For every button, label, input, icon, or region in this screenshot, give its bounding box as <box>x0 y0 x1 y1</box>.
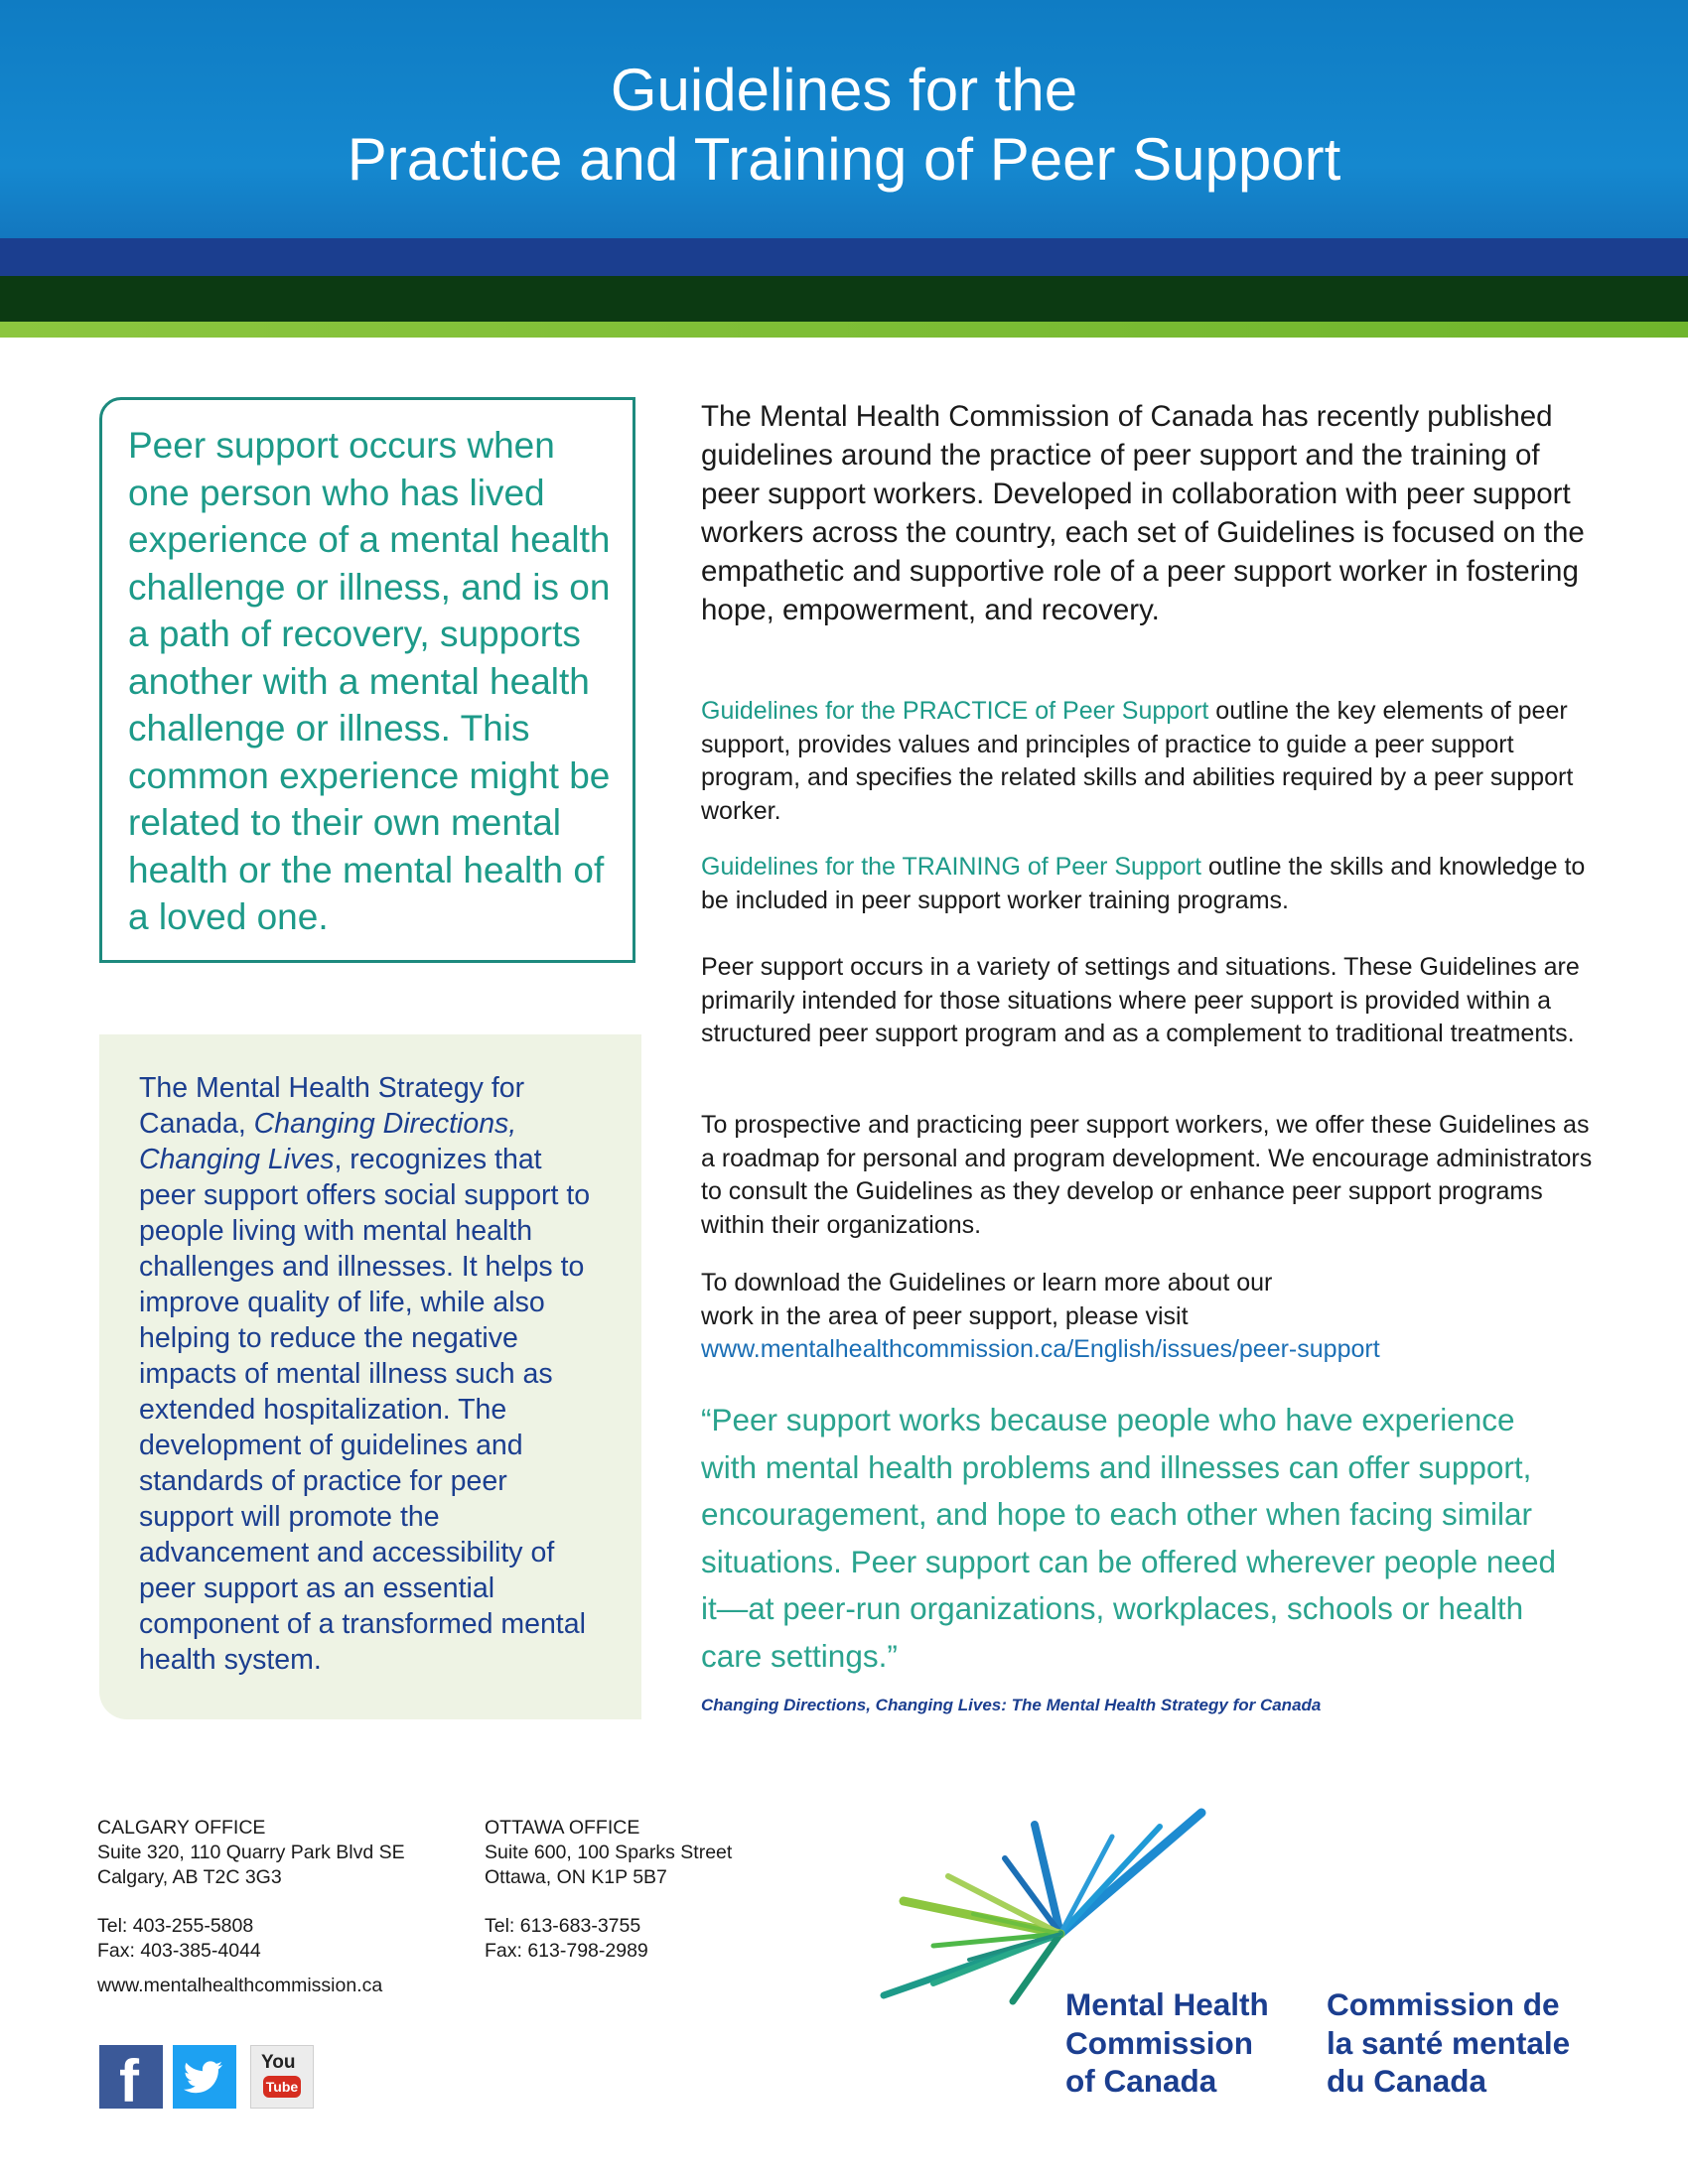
facebook-icon[interactable] <box>99 2045 163 2115</box>
logo-name-english <box>1065 1985 1269 2101</box>
download-line-2: work in the area of peer support, please visit <box>701 1301 1189 1330</box>
calgary-office <box>97 1816 405 1964</box>
intro-paragraph: The Mental Health Commission of Canada has recently published guidelines around the practice of peer support and the training of peer support workers. Developed in collaboration with peer support workers across the country, each set of Guidelines is focused on the empathetic and supportive role of a peer support worker in fostering hope, empowerment, and recovery. <box>701 400 1585 626</box>
header-stripe-dark-green <box>0 276 1688 322</box>
logo-en-line-3: of Canada <box>1065 2063 1217 2099</box>
download-link[interactable]: www.mentalhealthcommission.ca/English/issues/peer-support <box>701 1335 1380 1363</box>
strategy-box <box>99 1034 641 1719</box>
logo-name-french <box>1327 1985 1570 2101</box>
ottawa-address-line-2: Ottawa, ON K1P 5B7 <box>485 1866 667 1888</box>
title-line-1: Guidelines for the <box>610 57 1078 123</box>
training-heading: Guidelines for the TRAINING of Peer Support <box>701 853 1201 881</box>
header-stripe-light-green <box>0 322 1688 338</box>
settings-paragraph: Peer support occurs in a variety of settings and situations. These Guidelines are primarily intended for those situations where peer support is provided within a structured peer support program and as a complement to traditional treatments. <box>701 953 1580 1047</box>
twitter-bird-icon <box>173 2045 236 2109</box>
page-title <box>0 56 1688 195</box>
ottawa-office-title: OTTAWA OFFICE <box>485 1817 640 1839</box>
logo-en-line-2: Commission <box>1065 2024 1254 2061</box>
strategy-quote: “Peer support works because people who have experience with mental health problems and illnesses can offer support, encouragement, and hope to each other when facing similar situations. Peer support can be offered wherever people need it—at peer-run organizations, workplaces, schools or health care settings.” <box>701 1402 1556 1674</box>
training-text: outline the skills and knowledge to be included in peer support worker training programs. <box>701 853 1586 914</box>
definition-box <box>99 397 635 963</box>
ottawa-address-line-1: Suite 600, 100 Sparks Street <box>485 1842 733 1863</box>
logo-fr-line-1: Commission de <box>1327 1986 1560 2022</box>
practice-heading: Guidelines for the PRACTICE of Peer Support <box>701 697 1209 725</box>
definition-text: Peer support occurs when one person who has lived experience of a mental health challenge or illness, and is on a path of recovery, supports another with a mental health challenge or illness. This common experience might be related to their own mental health or the mental health of a loved one. <box>128 425 611 937</box>
header-banner <box>0 0 1688 238</box>
logo-fr-line-2: la santé mentale <box>1327 2024 1571 2061</box>
download-paragraph <box>701 1267 1595 1367</box>
quote-citation: Changing Directions, Changing Lives: The Mental Health Strategy for Canada <box>701 1696 1322 1714</box>
calgary-office-title: CALGARY OFFICE <box>97 1817 266 1839</box>
calgary-address-line-1: Suite 320, 110 Quarry Park Blvd SE <box>97 1842 405 1863</box>
intro-section <box>701 397 1595 629</box>
calgary-fax: Fax: 403-385-4044 <box>97 1940 261 1962</box>
calgary-address-line-2: Calgary, AB T2C 3G3 <box>97 1866 282 1888</box>
strategy-text-end: , recognizes that peer support offers social support to people living with mental health challenges and illnesses. It helps to improve quality of life, while also helping to reduce the negative impacts of mental illness such as extended hospitalization. The development of guidelines and standards of practice for peer support will promote the advancement and accessibility of peer support as an essential component of a transformed mental health system. <box>139 1144 591 1676</box>
header-stripe-blue <box>0 238 1688 276</box>
prospective-paragraph: To prospective and practicing peer support workers, we offer these Guidelines as a roadmap for personal and program development. We encourage administrators to consult the Guidelines as they develop or enhance peer support programs within their organizations. <box>701 1111 1593 1239</box>
logo-fr-line-3: du Canada <box>1327 2063 1487 2099</box>
strategy-text <box>139 1070 602 1678</box>
practice-paragraph <box>701 695 1595 828</box>
strategy-text-start: The Mental Health Strategy for Canada, <box>139 1072 525 1140</box>
calgary-phone: Tel: 403-255-5808 <box>97 1915 254 1937</box>
training-paragraph <box>701 851 1595 917</box>
mhcc-logo-starburst-icon <box>874 1797 1231 2015</box>
title-line-2: Practice and Training of Peer Support <box>347 126 1341 193</box>
ottawa-office <box>485 1816 732 1964</box>
facebook-glyph: f <box>119 2048 139 2115</box>
youtube-icon[interactable] <box>250 2045 314 2109</box>
youtube-tube-text: Tube <box>263 2076 301 2098</box>
footer-website-link[interactable]: www.mentalhealthcommission.ca <box>97 1975 383 1996</box>
practice-text: outline the key elements of peer support, provides values and principles of practice to guide a peer support program, and specifies the related skills and abilities required by a peer support worker. <box>701 697 1574 825</box>
youtube-you-text: You <box>261 2052 296 2073</box>
twitter-icon[interactable] <box>173 2045 236 2109</box>
strategy-title: Changing Directions, Changing Lives <box>139 1108 517 1175</box>
ottawa-fax: Fax: 613-798-2989 <box>485 1940 648 1962</box>
download-line-1: To download the Guidelines or learn more about our <box>701 1269 1273 1297</box>
logo-en-line-1: Mental Health <box>1065 1986 1269 2022</box>
ottawa-phone: Tel: 613-683-3755 <box>485 1915 641 1937</box>
